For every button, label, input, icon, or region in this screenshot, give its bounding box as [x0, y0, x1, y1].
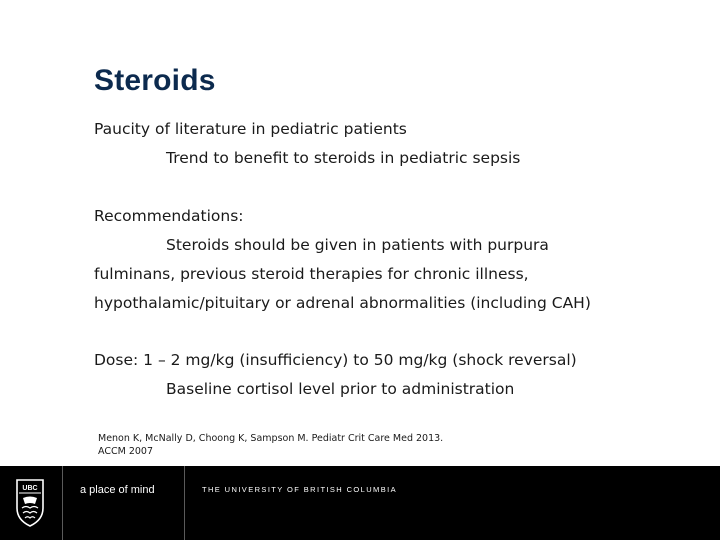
footer-divider-left [62, 466, 63, 540]
body-line-baseline-cortisol: Baseline cortisol level prior to administration [166, 380, 515, 398]
body-line-fulminans: fulminans, previous steroid therapies for chronic illness, [94, 265, 529, 283]
citation-accm: ACCM 2007 [98, 446, 153, 457]
body-line-steroids-given: Steroids should be given in patients with purpura [166, 236, 549, 254]
footer-university-name: THE UNIVERSITY OF BRITISH COLUMBIA [202, 485, 397, 494]
footer-bar [0, 466, 720, 540]
crest-label: UBC [22, 485, 38, 492]
body-line-recommendations: Recommendations: [94, 207, 244, 225]
citation-menon: Menon K, McNally D, Choong K, Sampson M. Pediatr Crit Care Med 2013. [98, 433, 444, 444]
body-line-hypothalamic: hypothalamic/pituitary or adrenal abnormalities (including CAH) [94, 294, 591, 312]
body-line-dose: Dose: 1 – 2 mg/kg (insufficiency) to 50 mg/kg (shock reversal) [94, 351, 577, 369]
footer-tagline: a place of mind [80, 484, 155, 496]
crest-icon [14, 478, 46, 528]
body-line-trend: Trend to benefit to steroids in pediatric sepsis [166, 149, 521, 167]
footer-divider-right [184, 466, 185, 540]
slide-title: Steroids [94, 64, 216, 97]
body-line-paucity: Paucity of literature in pediatric patients [94, 120, 407, 138]
ubc-crest-logo [14, 478, 46, 528]
